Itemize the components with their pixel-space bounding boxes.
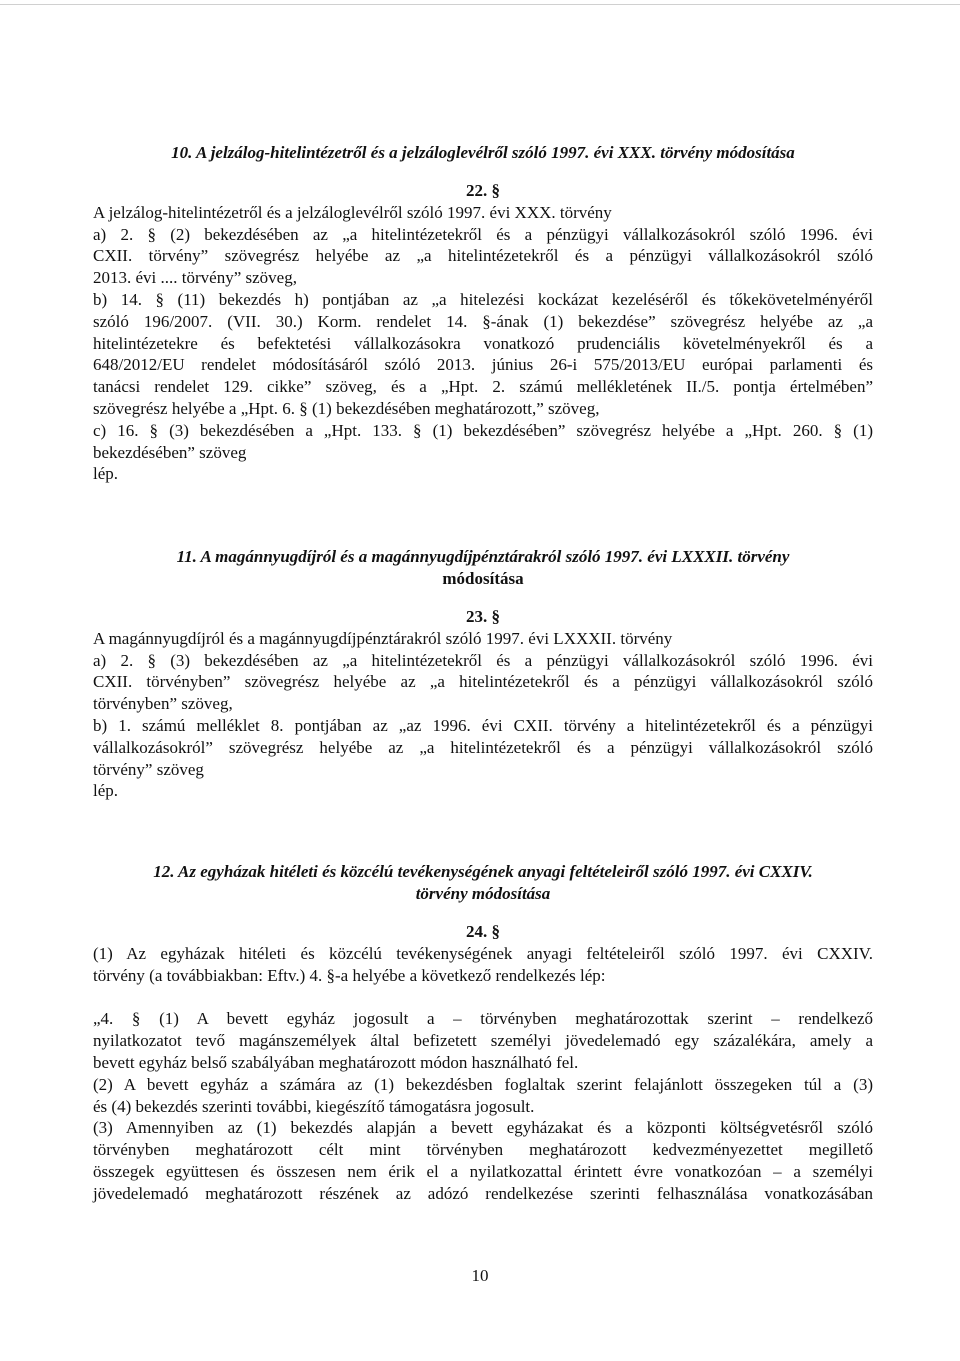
- section-11-heading-line-2: módosítása: [442, 569, 524, 588]
- section-12-q2-line-2: és (4) bekezdés szerinti további, kiegészítő támogatásra jogosult.: [93, 1096, 535, 1116]
- section-10-b-line-2: szóló 196/2007. (VII. 30.) Korm. rendelet 14. §-ának (1) bekezdése” szövegrész helyébe az „a: [93, 311, 873, 331]
- section-23-number: 23. §: [466, 607, 500, 626]
- section-11-heading-line-1: 11. A magánnyugdíjról és a magánnyugdíjpénztárakról szóló 1997. évi LXXXII. törvény: [176, 547, 790, 566]
- section-12-p1-line-1: (1) Az egyházak hitéleti és közcélú tevékenységének anyagi feltételeiről szóló 1997. évi CXXIV.: [93, 943, 873, 963]
- section-10-b-line-1: b) 14. § (11) bekezdés h) pontjában az „a hitelezési kockázat kezeléséről és tőkekövetelményéről: [93, 289, 873, 309]
- section-11-a-line-3: törvényben” szöveg,: [93, 694, 233, 714]
- section-12-q1-line-1: „4. § (1) A bevett egyház jogosult a – törvényben meghatározottak szerint – rendelkező: [93, 1009, 873, 1029]
- section-10-b-line-3: hitelintézetekre és befektetési vállalkozásokra vonatkozó prudenciális követelményekről és a: [93, 333, 873, 353]
- section-10-b-line-5: tanácsi rendelet 129. cikke” szöveg, és a „Hpt. 2. számú mellékletének II./5. pontja értelmében”: [93, 377, 873, 397]
- section-10-intro: A jelzálog-hitelintézetről és a jelzáloglevélről szóló 1997. évi XXX. törvény: [93, 202, 612, 222]
- top-rule: [0, 4, 960, 5]
- section-12-q1-line-3: bevett egyház belső szabályában meghatározott módon használható fel.: [93, 1052, 579, 1072]
- section-12-q3-line-3: összegek együttesen és összesen nem érik el a nyilatkozattal érintett évre vonatkozóan – a személyi: [93, 1161, 873, 1181]
- section-11-b-line-3: törvény” szöveg: [93, 759, 204, 779]
- section-11-lep: lép.: [93, 781, 119, 801]
- section-11-a-line-1: a) 2. § (3) bekezdésében az „a hitelintézetekről és a pénzügyi vállalkozásokról szóló 1996. évi: [93, 650, 873, 670]
- section-10-b-line-4: 648/2012/EU rendelet módosításáról szóló 2013. június 26-i 575/2013/EU európai parlamenti és: [93, 355, 873, 375]
- section-12-heading-line-2: törvény módosítása: [415, 884, 551, 903]
- section-10-c-line-2: bekezdésében” szöveg: [93, 442, 247, 462]
- page-number: 10: [471, 1266, 489, 1285]
- section-12-q1-line-2: nyilatkozatot tevő magánszemélyek által befizetett személyi jövedelemadó egy százalékára, amely a: [93, 1031, 873, 1051]
- section-10: [93, 142, 873, 485]
- section-12-heading-line-1: 12. Az egyházak hitéleti és közcélú tevékenységének anyagi feltételeiről szóló 1997. évi CXXIV.: [153, 862, 813, 881]
- section-12-q2-line-1: (2) A bevett egyház a számára az (1) bekezdésben foglaltak szerint felajánlott összegeken túl a (3): [93, 1074, 873, 1094]
- section-10-a-line-1: a) 2. § (2) bekezdésében az „a hitelintézetekről és a pénzügyi vállalkozásokról szóló 1996. évi: [93, 224, 873, 244]
- section-12-q3-line-2: törvényben meghatározott célt mint törvényben meghatározott kedvezményezettet megillető: [93, 1140, 873, 1160]
- section-10-a-line-2: CXII. törvény” szövegrész helyébe az „a hitelintézetekről és a pénzügyi vállalkozásokról szóló: [93, 246, 873, 266]
- section-10-heading: 10. A jelzálog-hitelintézetről és a jelzáloglevélről szóló 1997. évi XXX. törvény módosítása: [171, 143, 795, 162]
- section-12-p1-line-2: törvény (a továbbiakban: Eftv.) 4. §-a helyébe a következő rendelkezés lép:: [93, 965, 606, 985]
- section-12-q3-line-1: (3) Amennyiben az (1) bekezdés alapján a bevett egyházakat és a központi költségvetésről szóló: [93, 1118, 873, 1138]
- section-24-number: 24. §: [466, 922, 500, 941]
- section-12-q3-line-4: jövedelemadó meghatározott részének az adózó rendelkezése szerinti felhasználása vonatkozásában: [93, 1183, 873, 1203]
- section-11: [93, 546, 873, 802]
- section-11-b-line-2: vállalkozásokról” szövegrész helyébe az „a hitelintézetekről és a pénzügyi vállalkozásokról szóló: [93, 737, 873, 757]
- section-10-lep: lép.: [93, 464, 119, 484]
- section-11-b-line-1: b) 1. számú melléklet 8. pontjában az „az 1996. évi CXII. törvény a hitelintézetekről és a pénzügyi: [93, 715, 873, 735]
- section-22-number: 22. §: [466, 181, 500, 200]
- section-10-a-line-3: 2013. évi .... törvény” szöveg,: [93, 268, 297, 288]
- section-10-c-line-1: c) 16. § (3) bekezdésében a „Hpt. 133. § (1) bekezdésében” szövegrész helyébe a „Hpt. 260. § (1): [93, 420, 873, 440]
- section-10-b-line-6: szövegrész helyébe a „Hpt. 6. § (1) bekezdésében meghatározott,” szöveg,: [93, 398, 600, 418]
- section-12: [93, 861, 873, 1205]
- section-11-a-line-2: CXII. törvényben” szövegrész helyébe az „a hitelintézetekről és a pénzügyi vállalkozásokról szóló: [93, 672, 873, 692]
- section-11-intro: A magánnyugdíjról és a magánnyugdíjpénztárakról szóló 1997. évi LXXXII. törvény: [93, 628, 673, 648]
